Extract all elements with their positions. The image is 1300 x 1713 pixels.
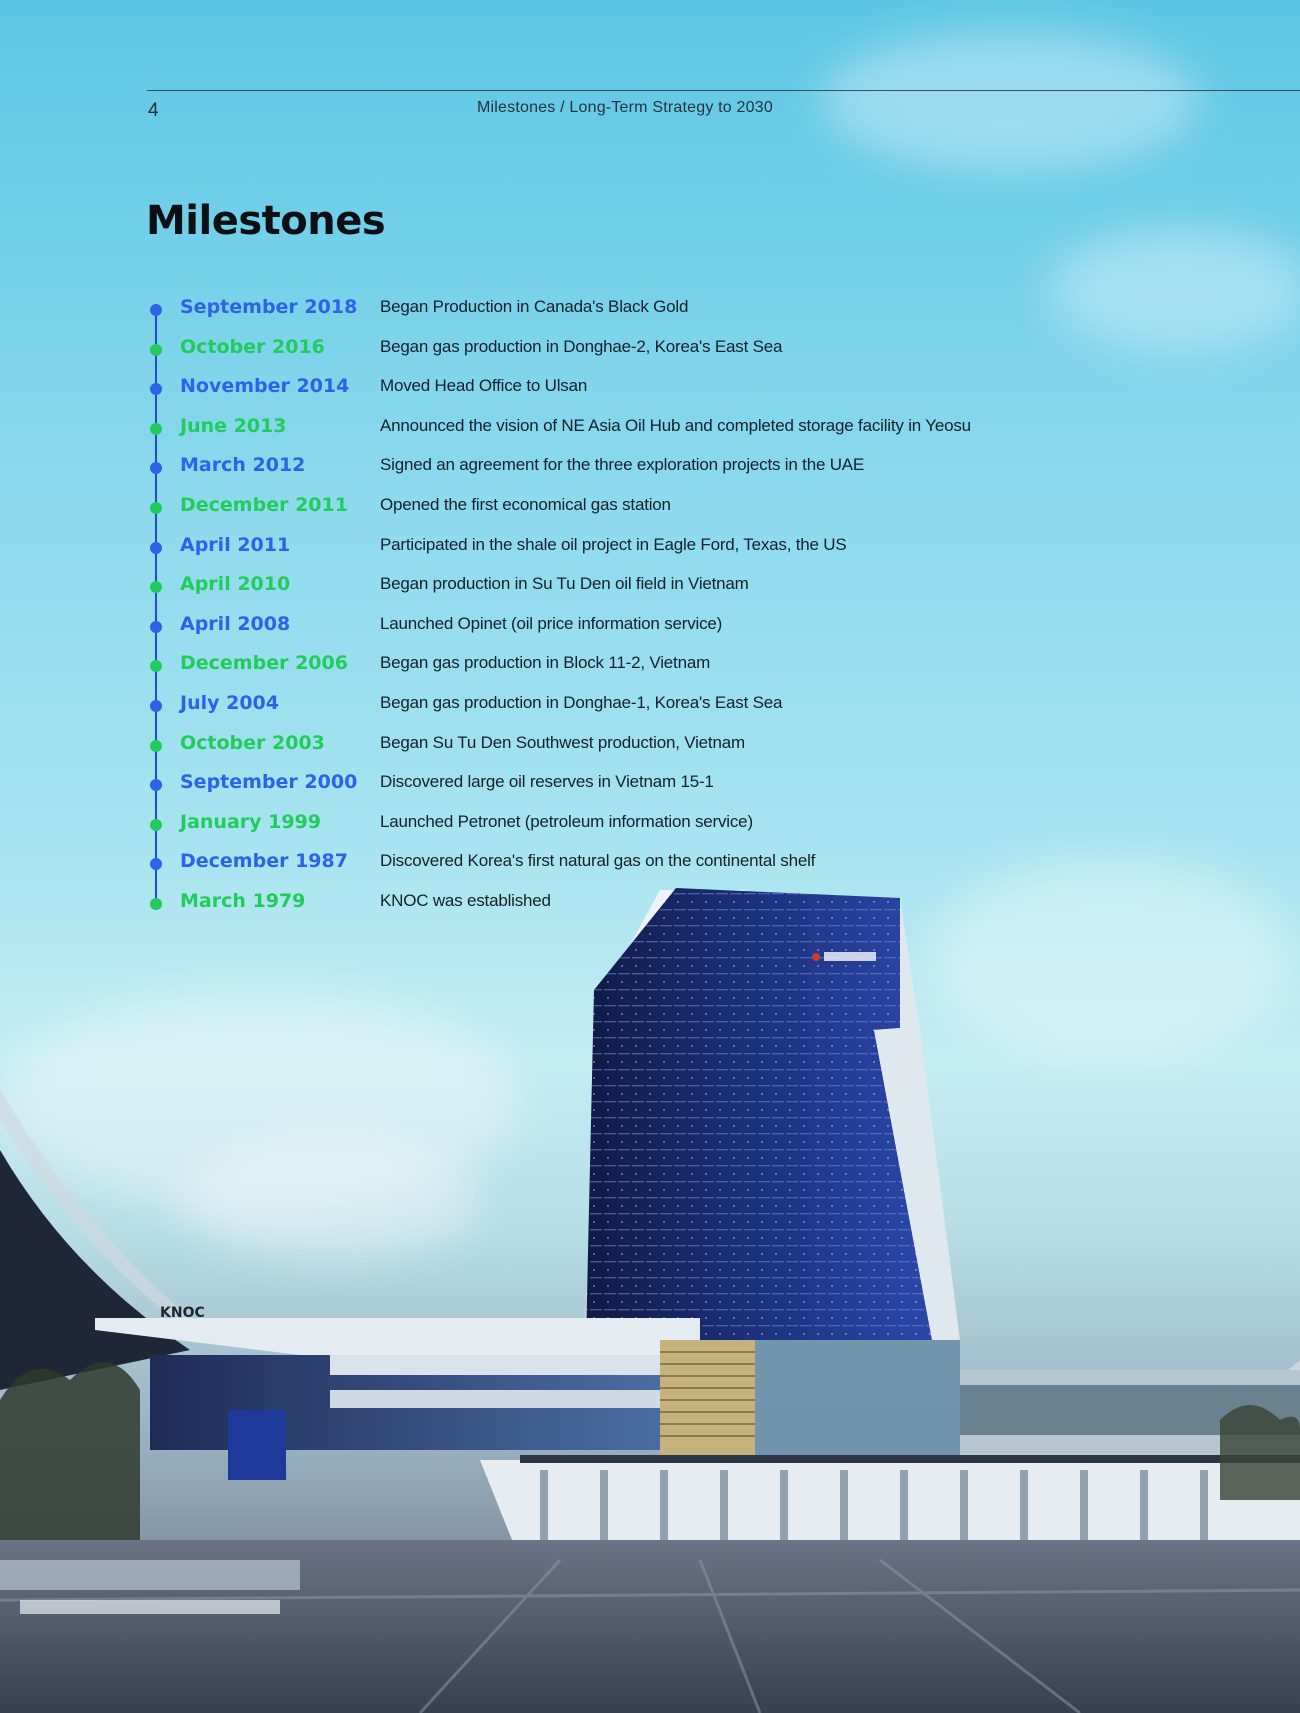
milestone-description: Began gas production in Donghae-2, Korea's East Sea (380, 336, 783, 356)
timeline-dot (150, 581, 162, 593)
milestone-row (0, 573, 1100, 609)
milestone-date: September 2018 (180, 296, 358, 318)
left-canopy (0, 1150, 190, 1390)
milestone-date: April 2010 (180, 573, 291, 596)
milestone-date: December 2006 (180, 652, 348, 675)
milestone-description: Began gas production in Block 11-2, Vietnam (380, 653, 711, 673)
milestone-date: October 2003 (180, 731, 325, 754)
milestone-row (0, 375, 1100, 411)
milestone-row (0, 454, 1100, 490)
page-number: 4 (148, 100, 159, 121)
timeline-dot (150, 858, 162, 870)
timeline-dot (150, 621, 162, 633)
milestone-date: April 2011 (180, 533, 291, 556)
milestone-description: KNOC was established (380, 891, 551, 910)
milestone-date: July 2004 (180, 692, 279, 714)
timeline-dot (150, 740, 162, 752)
milestone-row (0, 415, 1100, 451)
milestone-description: Moved Head Office to Ulsan (380, 376, 588, 396)
milestone-description: Began production in Su Tu Den oil field in Vietnam (380, 574, 749, 594)
timeline-dot (150, 700, 162, 712)
timeline-dot (150, 462, 162, 474)
milestone-row (0, 850, 1100, 886)
timeline-dot (150, 502, 162, 514)
milestone-row (0, 890, 1100, 926)
milestone-description: Announced the vision of NE Asia Oil Hub and completed storage facility in Yeosu (380, 415, 971, 435)
running-title: Milestones / Long-Term Strategy to 2030 (477, 99, 773, 116)
milestone-date: December 2011 (180, 494, 348, 516)
milestone-row (0, 692, 1100, 728)
milestone-date: September 2000 (180, 771, 358, 794)
milestone-date: June 2013 (180, 414, 287, 437)
timeline-dot (150, 819, 162, 831)
gold-louvers (660, 1340, 755, 1455)
milestone-date: March 2012 (180, 454, 306, 477)
timeline-dot (150, 383, 162, 395)
timeline-dot (150, 779, 162, 791)
milestone-description: Discovered large oil reserves in Vietnam 15-1 (380, 772, 714, 792)
milestone-row (0, 652, 1100, 688)
knoc-logo: KNOC (160, 1305, 205, 1321)
milestone-description: Opened the first economical gas station (380, 495, 671, 514)
milestone-date: November 2014 (180, 375, 350, 398)
milestone-description: Signed an agreement for the three exploration projects in the UAE (380, 455, 865, 475)
milestone-description: Began Su Tu Den Southwest production, Vietnam (380, 732, 745, 752)
milestone-row (0, 613, 1100, 649)
timeline-dot (150, 660, 162, 672)
milestone-row (0, 811, 1100, 847)
timeline-dot (150, 423, 162, 435)
milestone-row (0, 494, 1100, 530)
milestone-row (0, 296, 1100, 332)
milestone-date: March 1979 (180, 890, 306, 912)
timeline-dot (150, 898, 162, 910)
milestone-date: April 2008 (180, 612, 291, 635)
milestone-description: Began gas production in Donghae-1, Korea's East Sea (380, 693, 783, 712)
timeline-dot (150, 344, 162, 356)
milestone-row (0, 771, 1100, 807)
banner (228, 1410, 286, 1480)
header-rule (147, 90, 1300, 91)
milestone-description: Began Production in Canada's Black Gold (380, 297, 689, 316)
milestone-date: October 2016 (180, 335, 325, 358)
milestone-description: Discovered Korea's first natural gas on the continental shelf (380, 851, 816, 871)
milestone-description: Participated in the shale oil project in Eagle Ford, Texas, the US (380, 534, 847, 554)
milestone-description: Launched Petronet (petroleum information service) (380, 811, 753, 831)
page-title: Milestones (146, 198, 386, 244)
milestone-row (0, 732, 1100, 768)
milestone-row (0, 336, 1100, 372)
milestone-description: Launched Opinet (oil price information service) (380, 613, 723, 633)
timeline-dot (150, 304, 162, 316)
milestone-row (0, 534, 1100, 570)
timeline-dot (150, 542, 162, 554)
milestone-date: January 1999 (180, 810, 322, 833)
milestone-date: December 1987 (180, 850, 348, 873)
